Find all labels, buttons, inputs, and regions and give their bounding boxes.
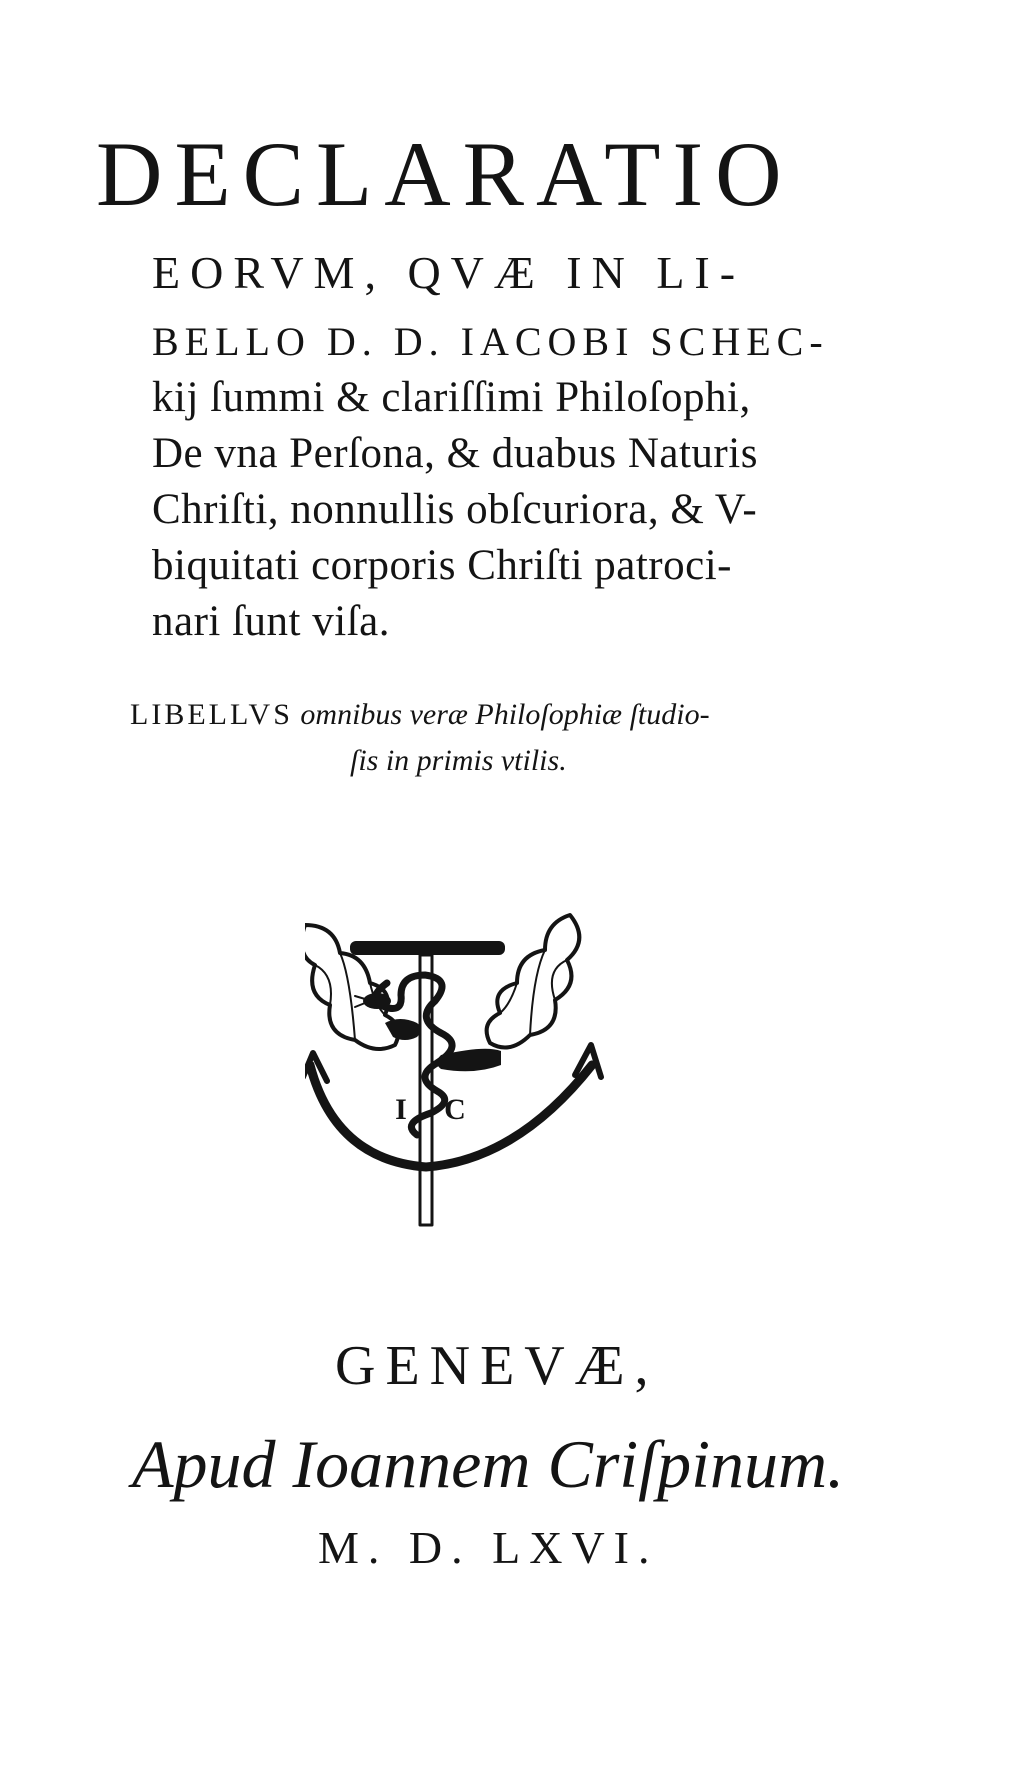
- title-line-3: BELLO D. D. IACOBI SCHEC-: [152, 319, 829, 364]
- printers-device-anchor-icon: [305, 905, 705, 1305]
- device-initial-left: I: [395, 1093, 407, 1126]
- title-line-1: DECLARATIO: [96, 123, 794, 225]
- body-line-4: biquitati corporis Chriſti patroci-: [152, 542, 732, 589]
- body-line-2: De vna Perſona, & duabus Naturis: [152, 430, 758, 477]
- body-line-1: kij ſummi & clariſſimi Philoſophi,: [152, 374, 751, 421]
- body-line-5: nari ſunt viſa.: [152, 598, 390, 645]
- subtitle-line-1: [130, 700, 710, 730]
- subtitle-line-1-rest: omnibus veræ Philoſophiæ ſtudio-: [300, 698, 710, 731]
- device-initial-right: C: [444, 1093, 466, 1126]
- imprint-year: M. D. LXVI.: [318, 1522, 659, 1573]
- subtitle-caps: LIBELLVS: [130, 698, 293, 731]
- body-line-3: Chriſti, nonnullis obſcuriora, & V-: [152, 486, 758, 533]
- imprint-place: GENEVÆ,: [335, 1335, 659, 1397]
- title-line-2: EORVM, QVÆ IN LI-: [152, 247, 746, 298]
- subtitle-line-2: ſis in primis vtilis.: [350, 744, 567, 777]
- imprint-printer: Apud Ioannem Criſpinum.: [132, 1426, 845, 1502]
